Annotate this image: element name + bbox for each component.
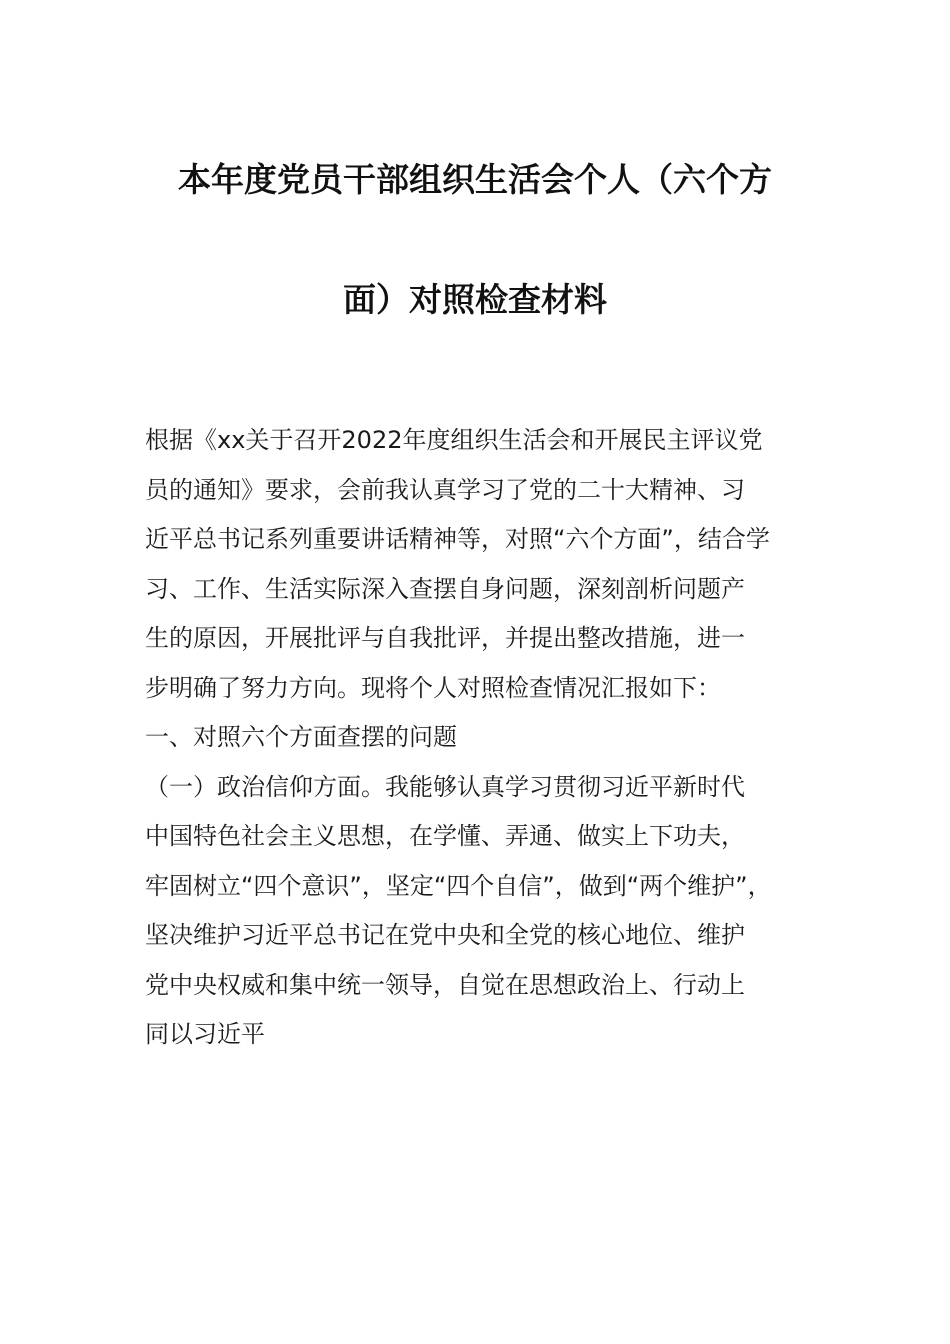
paragraph-political-line-3: 牢固树立“四个意识”，坚定“四个自信”，做到“两个维护”，: [145, 872, 772, 900]
paragraph-political-line-4: 坚决维护习近平总书记在党中央和全党的核心地位、维护: [145, 921, 745, 949]
document-title-line-2: 面）对照检查材料: [343, 280, 607, 319]
section-heading: 一、对照六个方面查摆的问题: [145, 723, 457, 751]
paragraph-political-line-1: （一）政治信仰方面。我能够认真学习贯彻习近平新时代: [145, 773, 745, 801]
paragraph-political-line-6: 同以习近平: [145, 1020, 265, 1048]
paragraph-intro-line-3: 近平总书记系列重要讲话精神等，对照“六个方面”，结合学: [145, 525, 770, 553]
paragraph-intro-line-4: 习、工作、生活实际深入查摆自身问题，深刻剖析问题产: [145, 575, 745, 603]
paragraph-intro-line-6: 步明确了努力方向。现将个人对照检查情况汇报如下：: [145, 674, 721, 702]
paragraph-political-line-2: 中国特色社会主义思想，在学懂、弄通、做实上下功夫，: [145, 822, 745, 850]
document-title-line-1: 本年度党员干部组织生活会个人（六个方: [178, 160, 772, 199]
paragraph-political-line-5: 党中央权威和集中统一领导，自觉在思想政治上、行动上: [145, 971, 745, 999]
paragraph-intro-line-1: 根据《xx关于召开2022年度组织生活会和开展民主评议党: [145, 426, 763, 454]
paragraph-intro-line-5: 生的原因，开展批评与自我批评，并提出整改措施，进一: [145, 624, 745, 652]
paragraph-intro-line-2: 员的通知》要求，会前我认真学习了党的二十大精神、习: [145, 476, 745, 504]
